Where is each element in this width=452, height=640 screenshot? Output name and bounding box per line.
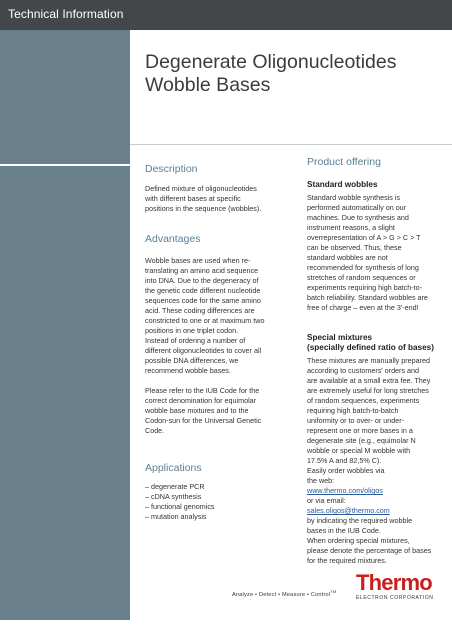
logo-subtitle: ELECTRON CORPORATION [356, 595, 434, 601]
list-item: – functional genomics [145, 502, 215, 511]
description-heading: Description [145, 163, 198, 175]
title-line-2: Wobble Bases [145, 74, 271, 96]
left-column [145, 158, 285, 522]
standard-wobbles-heading: Standard wobbles [307, 180, 378, 189]
right-column [307, 156, 451, 566]
applications-list [145, 482, 285, 522]
header-bar [0, 0, 452, 30]
product-heading: Product offering [307, 156, 381, 168]
list-item: – degenerate PCR [145, 482, 205, 491]
closing-text: by indicating the required wobble bases in the IUB Code. When ordering special mixtures, please denote the percentage of bases for the required mixtures. [307, 516, 432, 565]
header-label: Technical Information [8, 7, 124, 21]
email-intro: or via email: [307, 496, 346, 505]
advantages-paragraph-1: Wobble bases are used when re- translating an amino acid sequence into DNA. Due to the degeneracy of the genetic code different nucleotide sequences code for the same amino acid. These coding differences are constricted to one or at maximum two positions in one triplet codon. Instead of ordering a number of different oligonucleotides to cover all possible DNA differences, we recommend wobble bases. [145, 256, 265, 375]
special-mixtures-heading: Special mixtures (specially defined ratio of bases) [307, 333, 434, 352]
sidebar-divider [0, 164, 130, 166]
title-divider [130, 144, 452, 145]
list-item: – mutation analysis [145, 512, 207, 521]
advantages-paragraph-2: Please refer to the IUB Code for the correct denomination for equimolar wobble base mixtures and to the Codon-sun for the Universal Genetic Code. [145, 386, 262, 435]
thermo-logo [356, 572, 434, 601]
logo-word: Thermo [356, 570, 432, 595]
tagline-text: Analyze • Detect • Measure • Control [232, 591, 331, 598]
standard-wobbles-text: Standard wobble synthesis is performed automatically on our machines. Due to synthesis and instrument reasons, a slight overrepresentation of A > G > C > T can be observed. Thus, these standard wobbles are not recommended for synthesis of long stretches of random sequences or experiments requiring high batch-to- batch reliability. Standard wobbles are free of charge – even at the 3'-end! [307, 193, 428, 312]
trademark-mark: TM [330, 589, 337, 594]
bottom-margin [0, 620, 452, 640]
email-link[interactable]: sales.oligos@thermo.com [307, 506, 390, 515]
special-mixtures-text: These mixtures are manually prepared according to customers' orders and are available at a small extra fee. They are extremely useful for long stretches of random sequences, experiments requiring high batch-to-batch uniformity or to over- or under- represent one or more bases in a degenerate site (e.g., equimolar N wobble or special M wobble with 17.5% A and 82,5% C). Easily order wobbles via the web: [307, 356, 431, 485]
web-link[interactable]: www.thermo.com/oligos [307, 486, 383, 495]
sidebar-panel [0, 30, 130, 620]
page-title [145, 51, 397, 97]
applications-heading: Applications [145, 462, 202, 474]
description-text: Defined mixture of oligonucleotides with different bases at specific positions in the sequence (wobbles). [145, 184, 262, 213]
advantages-heading: Advantages [145, 233, 201, 245]
title-line-1: Degenerate Oligonucleotides [145, 51, 397, 73]
list-item: – cDNA synthesis [145, 492, 202, 501]
footer-tagline [232, 589, 336, 598]
